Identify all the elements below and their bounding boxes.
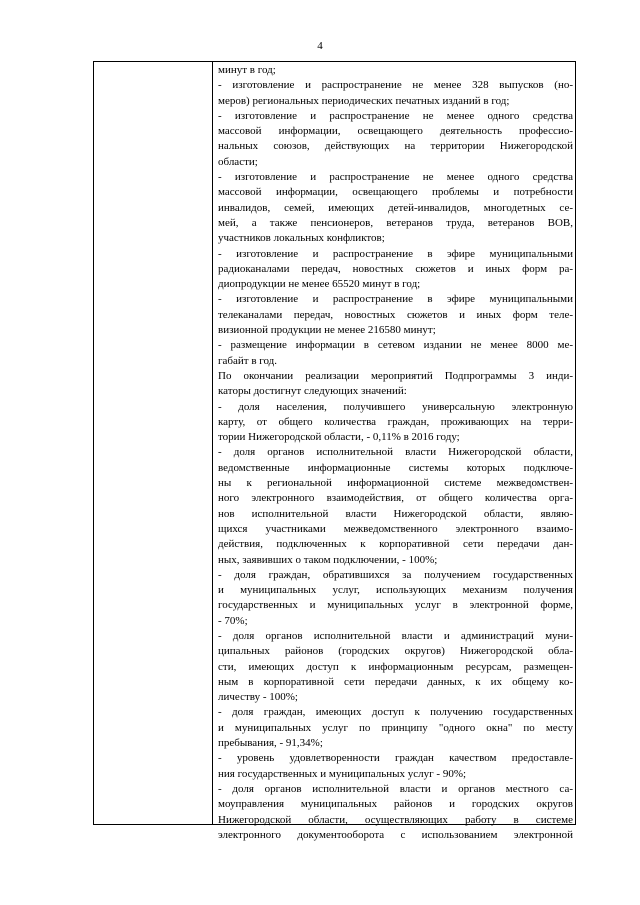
page-number: 4 [317, 40, 323, 52]
text-line: участников локальных конфликтов; [218, 232, 385, 245]
text-line: диопродукции не менее 65520 минут в год; [218, 278, 421, 291]
text-line: каторы достигнут следующих значений: [218, 385, 407, 398]
text-line: области; [218, 155, 258, 168]
text-line: нальных союзов, действующих на территории Нижегородской [218, 140, 573, 153]
text-line: инвалидов, семей, имеющих детей-инвалидов, многодетных се- [218, 201, 573, 214]
text-line: массовой информации, освещающего деятельность профессио- [218, 125, 573, 138]
text-line: ных, заявивших о таком подключении, - 100%; [218, 553, 438, 566]
document-table [93, 61, 576, 841]
text-line: моуправления муниципальных районов и городских округов [218, 798, 573, 811]
text-line: сти, имеющих доступ к информационным ресурсам, размещен- [218, 660, 573, 673]
text-line: - изготовление и распространение не менее одного средства [218, 171, 573, 184]
text-line: массовой информации, освещающего проблемы и потребности [218, 186, 573, 199]
text-line: мей, а также пенсионеров, ветеранов труда, ветеранов ВОВ, [218, 216, 573, 229]
text-line: - доля органов исполнительной власти Нижегородской области, [218, 446, 573, 459]
text-line: ны к региональной информационной системе межведомствен- [218, 477, 573, 490]
text-line: ного электронного взаимодействия, от общего количества орга- [218, 492, 573, 505]
table-text-cell [218, 63, 573, 843]
text-line: - доля граждан, имеющих доступ к получению государственных [218, 706, 573, 719]
text-line: тории Нижегородской области, - 0,11% в 2016 году; [218, 431, 460, 444]
text-line: нов исполнительной власти Нижегородской области, являю- [218, 507, 573, 520]
text-line: - размещение информации в сетевом издании не менее 8000 ме- [218, 339, 573, 352]
text-line: ным в корпоративной сети передачи данных, к их общему ко- [218, 675, 573, 688]
text-line: пребывания, - 91,34%; [218, 737, 323, 750]
text-line: ципальных районов (городских округов) Нижегородской обла- [218, 645, 573, 658]
text-line: - доля граждан, обратившихся за получением государственных [218, 568, 573, 581]
table-column-divider [212, 62, 213, 824]
text-line: ведомственные информационные системы которых подключе- [218, 461, 573, 474]
text-line: и муниципальных услуг по принципу "одного окна" по месту [218, 721, 573, 734]
text-line: щихся участниками межведомственного электронного взаимо- [218, 522, 573, 535]
text-line: радиоканалами передач, новостных сюжетов и иных форм ра- [218, 262, 573, 275]
text-line: - доля органов исполнительной власти и органов местного са- [218, 782, 573, 795]
text-line: ния государственных и муниципальных услуг - 90%; [218, 767, 467, 780]
text-line: визионной продукции не менее 216580 минут; [218, 324, 436, 337]
text-line: государственных и муниципальных услуг в электронной форме, [218, 599, 573, 612]
text-line: телеканалами передач, новостных сюжетов и иных форм теле- [218, 308, 573, 321]
text-line: минут в год; [218, 64, 276, 76]
text-line: - 70%; [218, 614, 248, 627]
text-line: электронного документооборота с использованием электронной [218, 828, 573, 841]
text-line: карту, от общего количества граждан, проживающих на терри- [218, 415, 573, 428]
text-line: - уровень удовлетворенности граждан качеством предоставле- [218, 752, 573, 765]
text-line: - изготовление и распространение не менее одного средства [218, 109, 573, 122]
text-line: - изготовление и распространение в эфире муниципальными [218, 293, 573, 306]
text-line: меров) региональных периодических печатных изданий в год; [218, 94, 510, 107]
text-line: личеству - 100%; [218, 691, 298, 704]
text-line: - доля органов исполнительной власти и администраций муни- [218, 629, 573, 642]
text-line: По окончании реализации мероприятий Подпрограммы 3 инди- [218, 369, 573, 382]
text-line: Нижегородской области, осуществляющих работу в системе [218, 813, 573, 826]
text-line: - изготовление и распространение не менее 328 выпусков (но- [218, 79, 573, 92]
text-line: - доля населения, получившего универсальную электронную [218, 400, 573, 413]
text-line: габайт в год. [218, 354, 278, 367]
text-line: и муниципальных услуг, использующих механизм получения [218, 584, 573, 597]
text-line: действия, подключенных к корпоративной сети передачи дан- [218, 538, 573, 551]
text-line: - изготовление и распространение в эфире муниципальными [218, 247, 573, 260]
